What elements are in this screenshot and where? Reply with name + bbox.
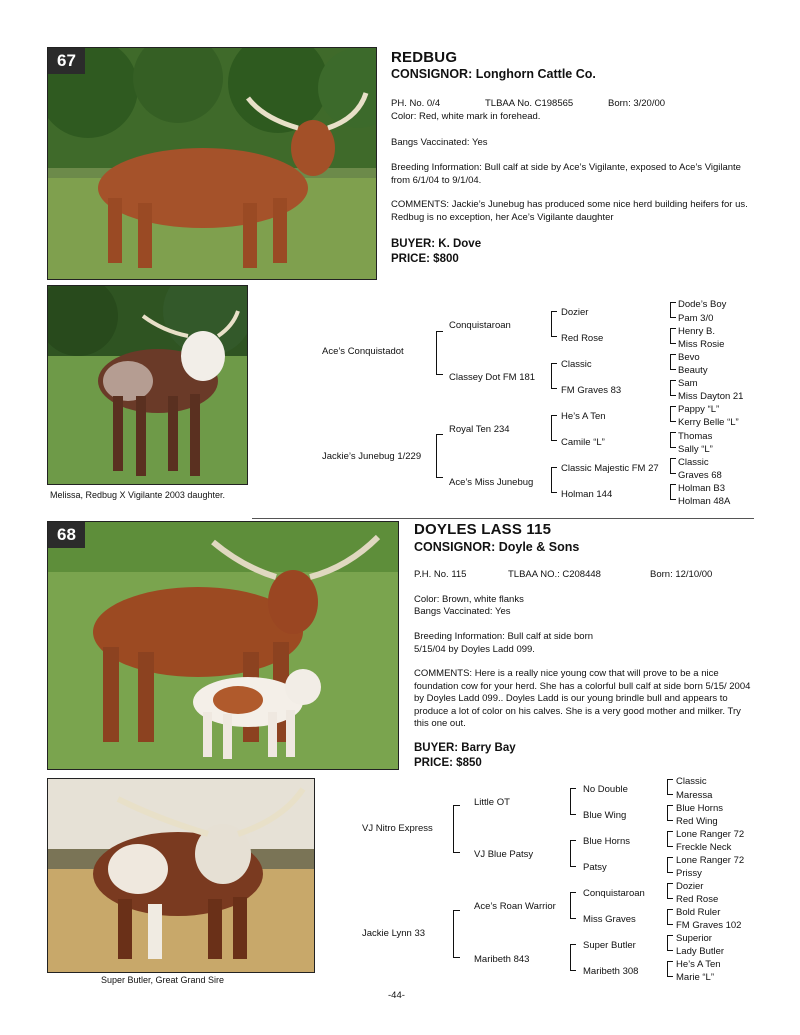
- pedigree-gen2: Royal Ten 234: [449, 424, 510, 435]
- pedigree-dam: Jackie Lynn 33: [362, 928, 426, 939]
- pedigree-bracket: [436, 331, 443, 375]
- lot68-title: DOYLES LASS 115: [414, 521, 552, 538]
- pedigree-bracket: [667, 805, 673, 821]
- pedigree-gen3: Camile “L”: [561, 437, 605, 448]
- pedigree-gen4: Freckle Neck: [676, 842, 732, 853]
- pedigree-gen4: Bold Ruler: [676, 907, 721, 918]
- lot68-main-photo: [47, 521, 399, 770]
- bull-image: [48, 779, 315, 973]
- pedigree-bracket: [670, 302, 676, 318]
- pedigree-gen3: Blue Wing: [583, 810, 627, 821]
- pedigree-gen3: Blue Horns: [583, 836, 630, 847]
- pedigree-gen3: He’s A Ten: [561, 411, 606, 422]
- lot67-price: PRICE: $800: [391, 253, 459, 265]
- pedigree-bracket: [670, 432, 676, 448]
- lot68-consignor: CONSIGNOR: Doyle & Sons: [414, 540, 580, 554]
- pedigree-gen4: Holman 48A: [678, 496, 731, 507]
- pedigree-gen4: Pam 3/0: [678, 313, 714, 324]
- pedigree-gen4: FM Graves 102: [676, 920, 742, 931]
- pedigree-bracket: [667, 935, 673, 951]
- pedigree-sire: Ace’s Conquistadot: [322, 346, 404, 357]
- lot67-title: REDBUG: [391, 49, 458, 66]
- pedigree-gen3: Holman 144: [561, 489, 613, 500]
- pedigree-gen2: VJ Blue Patsy: [474, 849, 534, 860]
- lot68-price: PRICE: $850: [414, 757, 482, 769]
- pedigree-bracket: [551, 415, 557, 441]
- pedigree-gen3: Classic: [561, 359, 592, 370]
- lot67-breeding: Breeding Information: Bull calf at side by Ace’s Vigilante, exposed to Ace’s Vigilante from 6/1/04 to 9/1/04.: [391, 162, 741, 186]
- lot67-consignor: CONSIGNOR: Longhorn Cattle Co.: [391, 67, 596, 81]
- lot67-main-photo: [47, 47, 377, 280]
- pedigree-bracket: [670, 380, 676, 396]
- pedigree-gen4: Sally “L”: [678, 444, 713, 455]
- pedigree-gen4: Classic: [678, 457, 709, 468]
- pedigree-bracket: [667, 831, 673, 847]
- pedigree-gen4: Bevo: [678, 352, 700, 363]
- lot67-tlbaa-no: TLBAA No. C198565: [485, 98, 574, 109]
- pedigree-bracket: [570, 944, 576, 971]
- pedigree-gen4: Classic: [676, 776, 707, 787]
- pedigree-bracket: [570, 892, 576, 919]
- lot-number-badge: 67: [48, 48, 85, 74]
- lot67-photo-caption: Melissa, Redbug X Vigilante 2003 daughter.: [50, 490, 225, 500]
- pedigree-gen3: Miss Graves: [583, 914, 636, 925]
- pedigree-gen2: Little OT: [474, 797, 510, 808]
- pedigree-bracket: [670, 484, 676, 500]
- pedigree-gen4: Henry B.: [678, 326, 715, 337]
- pedigree-gen4: Pappy “L”: [678, 404, 720, 415]
- pedigree-bracket: [670, 354, 676, 370]
- pedigree-gen4: Blue Horns: [676, 803, 723, 814]
- lot67-ph-no: PH. No. 0/4: [391, 98, 441, 109]
- pedigree-bracket: [667, 779, 673, 795]
- pedigree-bracket: [670, 406, 676, 422]
- pedigree-bracket: [670, 328, 676, 344]
- pedigree-sire: VJ Nitro Express: [362, 823, 433, 834]
- lot68-buyer: BUYER: Barry Bay: [414, 742, 516, 754]
- pedigree-bracket: [453, 910, 460, 958]
- lot67-comments: COMMENTS: Jackie’s Junebug has produced some nice herd building heifers for us. Redbug is no exception, her Ace’s Vigilante daughter: [391, 199, 748, 223]
- pedigree-gen2: Maribeth 843: [474, 954, 530, 965]
- lot68-tlbaa-no: TLBAA NO.: C208448: [508, 569, 601, 580]
- pedigree-gen4: Lady Butler: [676, 946, 725, 957]
- pedigree-gen4: Superior: [676, 933, 712, 944]
- pedigree-gen2: Ace’s Roan Warrior: [474, 901, 556, 912]
- heifer-image: [48, 286, 248, 485]
- pedigree-gen3: No Double: [583, 784, 628, 795]
- pedigree-gen4: Dode’s Boy: [678, 299, 727, 310]
- pedigree-gen4: Beauty: [678, 365, 708, 376]
- pedigree-gen3: Red Rose: [561, 333, 604, 344]
- pedigree-gen3: Classic Majestic FM 27: [561, 463, 659, 474]
- lot67-buyer: BUYER: K. Dove: [391, 238, 482, 250]
- pedigree-bracket: [436, 434, 443, 478]
- pedigree-gen4: Lone Ranger 72: [676, 855, 745, 866]
- pedigree-bracket: [670, 458, 676, 474]
- pedigree-bracket: [551, 363, 557, 389]
- pedigree-gen4: Prissy: [676, 868, 702, 879]
- lot67-color: Color: Red, white mark in forehead.: [391, 111, 541, 122]
- pedigree-gen4: Graves 68: [678, 470, 722, 481]
- pedigree-gen4: Dozier: [676, 881, 704, 892]
- pedigree-gen2: Ace’s Miss Junebug: [449, 477, 534, 488]
- page-number: -44-: [388, 990, 405, 1001]
- pedigree-gen3: Dozier: [561, 307, 589, 318]
- pedigree-bracket: [551, 311, 557, 337]
- lot-number-badge: 68: [48, 522, 85, 548]
- section-divider: [252, 518, 754, 519]
- pedigree-gen3: Maribeth 308: [583, 966, 639, 977]
- pedigree-gen4: Holman B3: [678, 483, 725, 494]
- pedigree-bracket: [667, 883, 673, 899]
- lot68-born: Born: 12/10/00: [650, 569, 713, 580]
- pedigree-gen2: Classey Dot FM 181: [449, 372, 536, 383]
- pedigree-gen4: Thomas: [678, 431, 713, 442]
- lot68-ph-no: P.H. No. 115: [414, 569, 467, 580]
- lot68-breeding: Breeding Information: Bull calf at side born 5/15/04 by Doyles Ladd 099.: [414, 631, 594, 655]
- pedigree-bracket: [667, 961, 673, 977]
- lot67-bangs: Bangs Vaccinated: Yes: [391, 137, 488, 148]
- pedigree-gen4: He’s A Ten: [676, 959, 721, 970]
- lot68-color: Color: Brown, white flanks: [414, 594, 524, 605]
- pedigree-bracket: [570, 788, 576, 815]
- pedigree-gen3: Super Butler: [583, 940, 636, 951]
- lot67-secondary-photo: [47, 285, 248, 485]
- pedigree-gen3: FM Graves 83: [561, 385, 622, 396]
- longhorn-cow-image: [48, 48, 377, 280]
- pedigree-gen4: Kerry Belle “L”: [678, 417, 739, 428]
- pedigree-bracket: [667, 909, 673, 925]
- lot68-photo-caption: Super Butler, Great Grand Sire: [101, 975, 225, 985]
- pedigree-gen4: Maressa: [676, 790, 713, 801]
- pedigree-gen4: Red Rose: [676, 894, 719, 905]
- pedigree-gen4: Lone Ranger 72: [676, 829, 745, 840]
- pedigree-bracket: [551, 467, 557, 493]
- pedigree-dam: Jackie’s Junebug 1/229: [322, 451, 422, 462]
- pedigree-gen3: Patsy: [583, 862, 607, 873]
- pedigree-gen4: Miss Dayton 21: [678, 391, 744, 402]
- cow-and-calf-image: [48, 522, 399, 770]
- lot67-born: Born: 3/20/00: [608, 98, 666, 109]
- lot68-comments: COMMENTS: Here is a really nice young cow that will prove to be a nice foundation cow for your herd. She has a colorful bull calf at side born 5/15/ 2004 by Doyles Ladd 099.. Doyles Ladd is our young brindle bull and appears to produce a lot of color on his calves. She is a very good mother and milker. Try this one out.: [414, 668, 751, 729]
- lot68-bangs: Bangs Vaccinated: Yes: [414, 606, 511, 617]
- pedigree-gen4: Red Wing: [676, 816, 718, 827]
- pedigree-gen4: Sam: [678, 378, 698, 389]
- pedigree-gen3: Conquistaroan: [583, 888, 645, 899]
- lot68-secondary-photo: [47, 778, 315, 973]
- pedigree-bracket: [570, 840, 576, 867]
- pedigree-gen2: Conquistaroan: [449, 320, 511, 331]
- pedigree-gen4: Miss Rosie: [678, 339, 725, 350]
- pedigree-gen4: Marie “L”: [676, 972, 715, 983]
- pedigree-bracket: [453, 805, 460, 853]
- pedigree-bracket: [667, 857, 673, 873]
